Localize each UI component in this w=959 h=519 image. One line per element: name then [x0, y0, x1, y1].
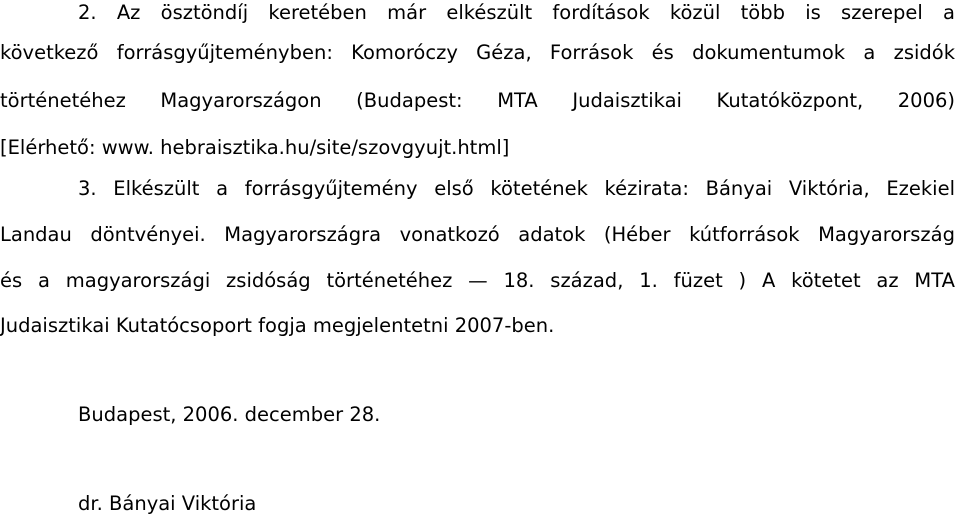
paragraph-3-line-4: Judaisztikai Kutatócsoport fogja megjelentetni 2007-ben. — [0, 314, 555, 337]
paragraph-3-line-1: 3. Elkészült a forrásgyűjtemény első kötetének kézirata: Bányai Viktória, Ezekiel — [78, 177, 955, 200]
paragraph-2-line-2: következő forrásgyűjteményben: Komoróczy Géza, Források és dokumentumok a zsidók — [0, 41, 955, 64]
signature-name: dr. Bányai Viktória — [78, 492, 257, 515]
paragraph-2-line-4: [Elérhető: www. hebraisztika.hu/site/szovgyujt.html] — [0, 136, 510, 159]
paragraph-2-line-1: 2. Az ösztöndíj keretében már elkészült fordítások közül több is szerepel a — [78, 1, 955, 24]
paragraph-2-line-3: történetéhez Magyarországon (Budapest: MTA Judaisztikai Kutatóközpont, 2006) — [0, 89, 955, 112]
paragraph-3-line-2: Landau döntvényei. Magyarországra vonatkozó adatok (Héber kútforrások Magyarország — [0, 223, 955, 246]
paragraph-3-line-3: és a magyarországi zsidóság történetéhez — 18. század, 1. füzet ) A kötetet az MTA — [0, 269, 955, 292]
place-date: Budapest, 2006. december 28. — [78, 403, 381, 426]
